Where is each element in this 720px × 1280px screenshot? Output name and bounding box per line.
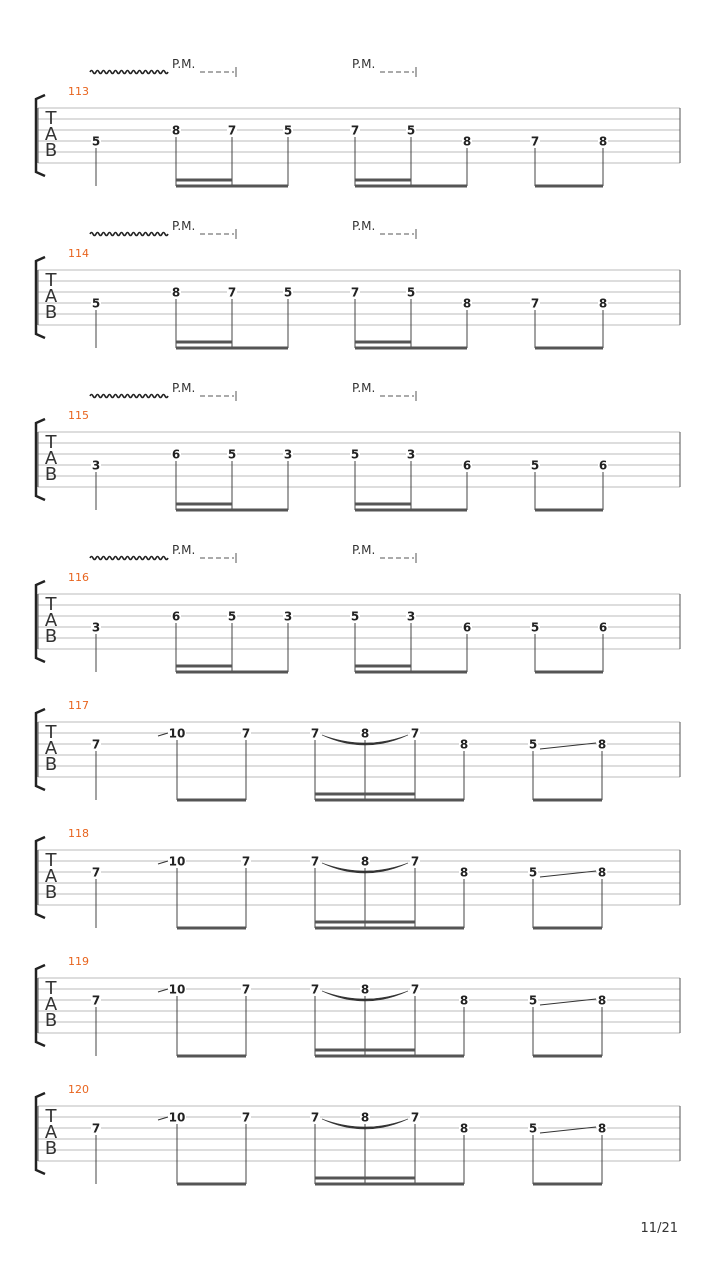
fret-number: 6 <box>598 458 608 473</box>
fret-number: 5 <box>406 285 416 300</box>
fret-number: 5 <box>227 447 237 462</box>
fret-number: 3 <box>91 458 101 473</box>
fret-number: 8 <box>598 134 608 149</box>
vibrato-icon <box>90 557 168 560</box>
beam <box>177 1183 246 1186</box>
fret-number: 3 <box>283 609 293 624</box>
beam <box>177 799 246 802</box>
fret-number: 7 <box>410 854 420 869</box>
measure-number: 115 <box>68 409 89 422</box>
fret-number: 10 <box>168 854 186 869</box>
fret-number: 7 <box>241 982 251 997</box>
system-bracket <box>36 965 45 1046</box>
beam <box>535 671 603 674</box>
fret-number: 10 <box>168 1110 186 1125</box>
palm-mute-label: P.M. <box>352 381 376 395</box>
tab-clef-letter: B <box>44 302 58 323</box>
beam <box>315 1055 464 1058</box>
fret-number: 7 <box>310 982 320 997</box>
beam <box>176 503 232 506</box>
beam <box>176 665 232 668</box>
tab-clef-letter: B <box>44 1010 58 1031</box>
fret-number: 3 <box>283 447 293 462</box>
fret-number: 7 <box>410 1110 420 1125</box>
system-bracket <box>36 419 45 500</box>
tab-clef-letter: A <box>44 866 58 887</box>
beam <box>535 185 603 188</box>
tab-clef-letter: A <box>44 1122 58 1143</box>
fret-number: 7 <box>350 123 360 138</box>
fret-number: 5 <box>227 609 237 624</box>
beam <box>315 1049 415 1052</box>
fret-number: 8 <box>462 134 472 149</box>
system-bracket <box>36 95 45 176</box>
tab-clef-letter: T <box>45 108 57 129</box>
fret-number: 7 <box>310 1110 320 1125</box>
fret-number: 7 <box>241 1110 251 1125</box>
fret-number: 8 <box>459 737 469 752</box>
tab-clef-letter: T <box>45 850 57 871</box>
tab-clef-letter: B <box>44 882 58 903</box>
tab-clef-letter: A <box>44 286 58 307</box>
beam <box>315 927 464 930</box>
beam <box>315 799 464 802</box>
beam <box>533 1183 602 1186</box>
fret-number: 5 <box>530 620 540 635</box>
beam <box>177 927 246 930</box>
beam <box>533 1055 602 1058</box>
tab-clef-letter: B <box>44 140 58 161</box>
tab-clef-letter: A <box>44 610 58 631</box>
beam <box>177 1055 246 1058</box>
tab-clef-letter: B <box>44 1138 58 1159</box>
fret-number: 8 <box>598 296 608 311</box>
fret-number: 8 <box>597 737 607 752</box>
measure-number: 120 <box>68 1083 89 1096</box>
fret-number: 7 <box>310 854 320 869</box>
fret-number: 6 <box>462 458 472 473</box>
fret-number: 6 <box>171 609 181 624</box>
fret-number: 7 <box>91 737 101 752</box>
fret-number: 3 <box>91 620 101 635</box>
beam <box>535 347 603 350</box>
fret-number: 5 <box>530 458 540 473</box>
fret-number: 8 <box>171 123 181 138</box>
measure-number: 113 <box>68 85 89 98</box>
tab-clef-letter: B <box>44 464 58 485</box>
beam <box>533 799 602 802</box>
tab-clef-letter: A <box>44 994 58 1015</box>
beam <box>355 185 467 188</box>
beam <box>176 671 288 674</box>
fret-number: 3 <box>406 609 416 624</box>
fret-number: 7 <box>530 134 540 149</box>
tab-clef-letter: T <box>45 1106 57 1127</box>
beam <box>355 179 411 182</box>
beam <box>315 921 415 924</box>
tab-clef-letter: A <box>44 738 58 759</box>
measure-number: 114 <box>68 247 89 260</box>
fret-number: 5 <box>91 134 101 149</box>
fret-number: 8 <box>597 865 607 880</box>
tab-clef-letter: T <box>45 270 57 291</box>
fret-number: 5 <box>528 993 538 1008</box>
fret-number: 8 <box>171 285 181 300</box>
vibrato-icon <box>90 233 168 236</box>
palm-mute-label: P.M. <box>172 381 196 395</box>
fret-number: 7 <box>91 1121 101 1136</box>
fret-number: 10 <box>168 982 186 997</box>
tab-clef-letter: T <box>45 978 57 999</box>
system-bracket <box>36 257 45 338</box>
fret-number: 7 <box>410 982 420 997</box>
fret-number: 8 <box>459 865 469 880</box>
fret-number: 7 <box>227 285 237 300</box>
measure-number: 116 <box>68 571 89 584</box>
fret-number: 8 <box>459 993 469 1008</box>
beam <box>315 1177 415 1180</box>
fret-number: 5 <box>350 447 360 462</box>
fret-number: 7 <box>241 854 251 869</box>
beam <box>533 927 602 930</box>
tab-clef-letter: T <box>45 594 57 615</box>
fret-number: 5 <box>283 285 293 300</box>
fret-number: 8 <box>597 993 607 1008</box>
fret-number: 7 <box>91 993 101 1008</box>
fret-number: 8 <box>597 1121 607 1136</box>
fret-number: 5 <box>406 123 416 138</box>
vibrato-icon <box>90 71 168 74</box>
fret-number: 3 <box>406 447 416 462</box>
fret-number: 5 <box>528 737 538 752</box>
system-bracket <box>36 709 45 790</box>
beam <box>176 179 232 182</box>
fret-number: 8 <box>459 1121 469 1136</box>
system-bracket <box>36 1093 45 1174</box>
fret-number: 5 <box>350 609 360 624</box>
fret-number: 8 <box>360 726 370 741</box>
fret-number: 7 <box>241 726 251 741</box>
tab-clef-letter: B <box>44 754 58 775</box>
fret-number: 6 <box>462 620 472 635</box>
fret-number: 5 <box>528 865 538 880</box>
palm-mute-label: P.M. <box>352 543 376 557</box>
page-number: 11/21 <box>640 1221 678 1236</box>
fret-number: 6 <box>171 447 181 462</box>
fret-number: 8 <box>360 1110 370 1125</box>
fret-number: 8 <box>360 982 370 997</box>
beam <box>535 509 603 512</box>
system-bracket <box>36 581 45 662</box>
fret-number: 8 <box>462 296 472 311</box>
beam <box>176 341 232 344</box>
beam <box>355 671 467 674</box>
beam <box>355 509 467 512</box>
fret-number: 8 <box>360 854 370 869</box>
fret-number: 7 <box>350 285 360 300</box>
palm-mute-label: P.M. <box>172 57 196 71</box>
fret-number: 7 <box>530 296 540 311</box>
beam <box>355 665 411 668</box>
tab-clef-letter: A <box>44 124 58 145</box>
beam <box>315 793 415 796</box>
fret-number: 6 <box>598 620 608 635</box>
beam <box>355 347 467 350</box>
vibrato-icon <box>90 395 168 398</box>
fret-number: 10 <box>168 726 186 741</box>
beam <box>355 341 411 344</box>
fret-number: 5 <box>283 123 293 138</box>
beam <box>176 509 288 512</box>
fret-number: 7 <box>310 726 320 741</box>
fret-number: 7 <box>91 865 101 880</box>
fret-number: 7 <box>227 123 237 138</box>
tab-clef-letter: A <box>44 448 58 469</box>
system-bracket <box>36 837 45 918</box>
fret-number: 5 <box>528 1121 538 1136</box>
measure-number: 117 <box>68 699 89 712</box>
tab-clef-letter: B <box>44 626 58 647</box>
fret-number: 7 <box>410 726 420 741</box>
measure-number: 118 <box>68 827 89 840</box>
beam <box>176 347 288 350</box>
beam <box>176 185 288 188</box>
palm-mute-label: P.M. <box>172 219 196 233</box>
palm-mute-label: P.M. <box>352 57 376 71</box>
fret-number: 5 <box>91 296 101 311</box>
beam <box>355 503 411 506</box>
measure-number: 119 <box>68 955 89 968</box>
palm-mute-label: P.M. <box>172 543 196 557</box>
tab-clef-letter: T <box>45 432 57 453</box>
beam <box>315 1183 464 1186</box>
tab-clef-letter: T <box>45 722 57 743</box>
palm-mute-label: P.M. <box>352 219 376 233</box>
